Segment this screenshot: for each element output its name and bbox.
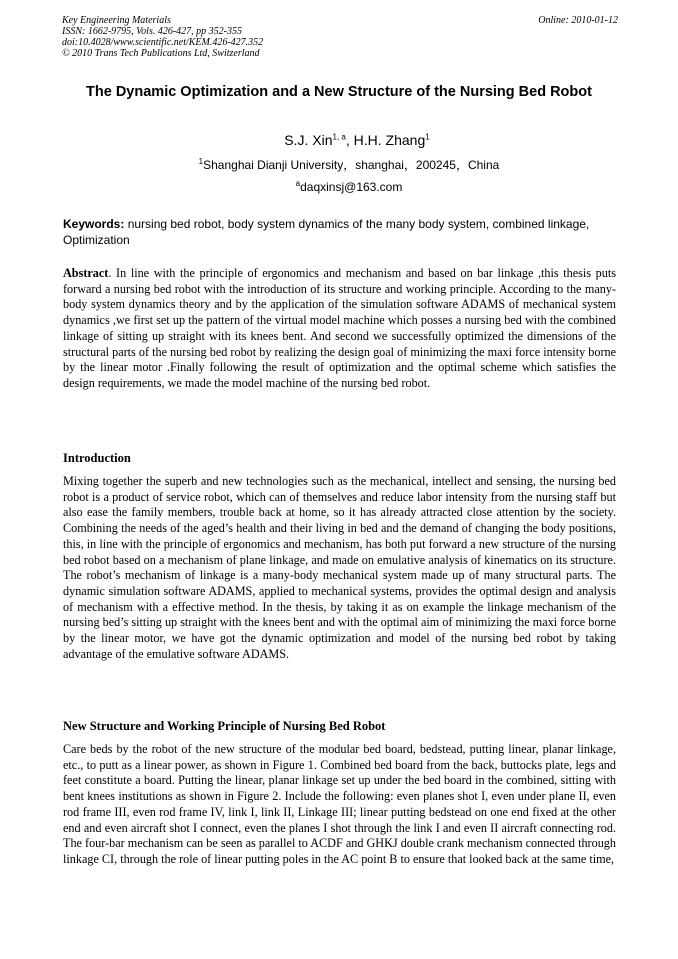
issn-line: ISSN: 1662-9795, Vols. 426-427, pp 352-355 bbox=[62, 26, 242, 37]
section-2-paragraph: Care beds by the robot of the new structure of the modular bed board, bedstead, putting linear, planar linkage, etc., to putt as a linear power, as shown in Figure 1. Combined bed board from the back, buttocks plate, legs and feet constitute a board. Putting the linear, planar linkage set up under the bed board in the combined, sitting with bent knees institutions as shown in Figure 2. Include the following: even planes shot I, even under plane II, even rod frame III, even rod frame IV, link I, link II, Linkage III; linear putting bedstead on one end fixed at the other end and even aircraft shot I connect, even the planes I shot through the link I and even II aircraft connecting rod. The four-bar mechanism can be seen as parallel to ACDF and GHKJ double crank mechanism connected through linkage CI, through the role of linear putting poles in the AC point B to ensure that looked back at the same time, bbox=[63, 742, 616, 866]
author-1: S.J. Xin bbox=[284, 132, 333, 148]
author-email bbox=[0, 179, 678, 195]
section-2-heading: New Structure and Working Principle of Nursing Bed Robot bbox=[63, 719, 386, 733]
author-line bbox=[0, 131, 678, 149]
online-date: Online: 2010-01-12 bbox=[538, 15, 618, 26]
keywords-label: Keywords: bbox=[63, 217, 125, 231]
email-text: daqxinsj@163.com bbox=[300, 180, 403, 194]
doi-line: doi:10.4028/www.scientific.net/KEM.426-427.352 bbox=[62, 37, 264, 48]
author-2-affil-mark: 1 bbox=[425, 132, 430, 142]
introduction-heading: Introduction bbox=[63, 451, 131, 465]
journal-name: Key Engineering Materials bbox=[62, 15, 171, 26]
journal-header bbox=[62, 15, 618, 59]
author-2: H.H. Zhang bbox=[353, 132, 426, 148]
email-mark: a bbox=[295, 179, 301, 188]
keywords-text: nursing bed robot, body system dynamics of the many body system, combined linkage, Optimization bbox=[63, 217, 590, 247]
abstract-text: . In line with the principle of ergonomics and mechanism and based on bar linkage ,this thesis puts forward a nursing bed robot with the introduction of its structure and working principle. According to the many-body system dynamics theory and by the application of the simulation software ADAMS of mechanical system dynamics ,we first set up the pattern of the virtual model machine which posses a nursing bed with the combined linkage of sitting up straight with its knees bent. And second we successfully optimized the dimensions of the structural parts of the nursing bed robot by realizing the design goal of minimizing the maxi force intensity borne by the linear motor .Finally following the result of optimization and the optimal scheme which satisfies the design requirements, we made the model machine of the nursing bed robot. bbox=[63, 266, 616, 390]
author-1-affil-mark: 1, a bbox=[332, 132, 346, 142]
affiliation-mark: 1 bbox=[198, 157, 204, 166]
author-separator: , bbox=[345, 132, 354, 148]
affiliation-text: Shanghai Dianji University，shanghai，200245，China bbox=[203, 158, 500, 172]
abstract-label: Abstract bbox=[63, 266, 109, 280]
paper-title: The Dynamic Optimization and a New Structure of the Nursing Bed Robot bbox=[86, 84, 592, 100]
abstract-paragraph bbox=[63, 266, 616, 392]
copyright-line: © 2010 Trans Tech Publications Ltd, Switzerland bbox=[62, 48, 260, 59]
keywords bbox=[63, 217, 616, 248]
affiliation bbox=[0, 157, 678, 173]
introduction-paragraph: Mixing together the superb and new technologies such as the mechanical, intellect and sensing, the nursing bed robot is a product of service robot, which can of themselves and reduce labor intensity from the nursing staff but also ease the family members, trouble back at home, so it has already attracted close attention by the society. Combining the needs of the aged’s health and their living in bed and the demand of changing the body positions, this, in line with the principle of ergonomics and mechanism, has both put forward a new structure of the nursing bed robot based on a mechanism of plane linkage, and made on emulative analysis of kinematics on its structure. The robot’s mechanism of linkage is a many-body mechanical system made up of many structural parts. The dynamic simulation software ADAMS, applied to mechanical systems, provides the optimal design and analysis of mechanism with a effective method. In the thesis, by taking it as on example the linkage mechanism of the nursing bed’s sitting up straight with the knees bent and with the optimal aim of minimizing the maxi force borne by the linear motor, we have got the dynamic optimization and model of the nursing bed robot by taking advantage of the emulative software ADAMS. bbox=[63, 474, 616, 661]
